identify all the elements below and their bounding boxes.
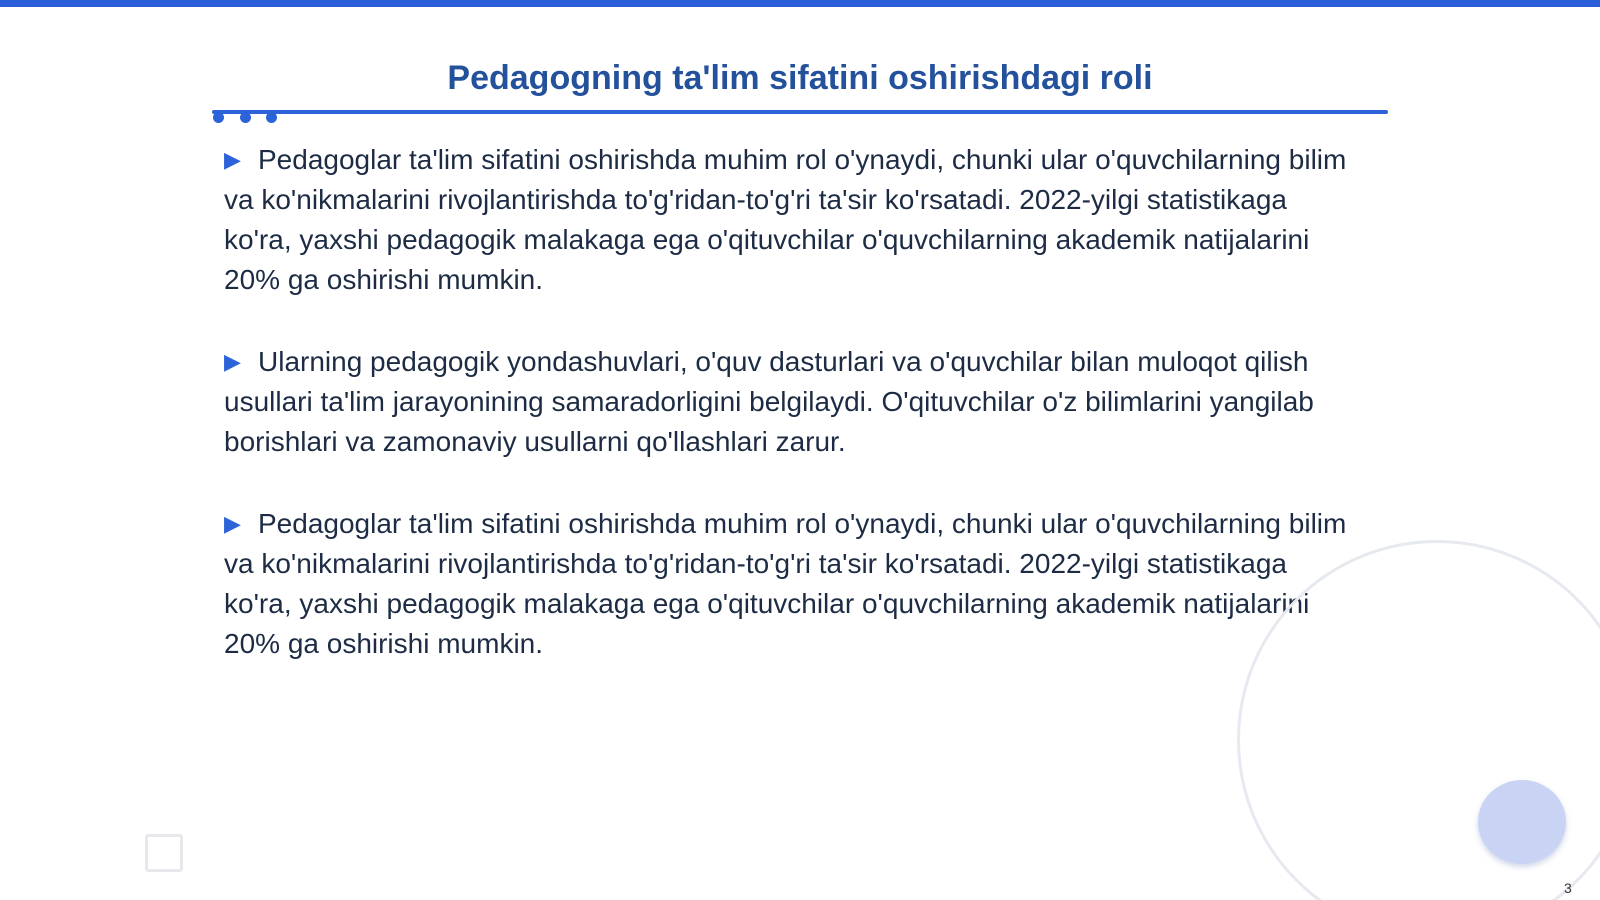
decorative-dot (266, 112, 277, 123)
slide-body (224, 140, 1354, 706)
bullet-paragraph (224, 342, 1354, 462)
paragraph-text: Ularning pedagogik yondashuvlari, o'quv dasturlari va o'quvchilar bilan muloqot qilish usullari ta'lim jarayonining samaradorligini belgilaydi. O'qituvchilar o'z bilimlarini yangilab borishlari va zamonaviy usullarni qo'llashlari zarur. (224, 346, 1314, 457)
paragraph-text: Pedagoglar ta'lim sifatini oshirishda muhim rol o'ynaydi, chunki ular o'quvchilarning bilim va ko'nikmalarini rivojlantirishda to'g'ridan-to'g'ri ta'sir ko'rsatadi. 2022-yilgi statistikaga ko'ra, yaxshi pedagogik malakaga ega o'qituvchilar o'quvchilarning akademik natijalarini 20% ga oshirishi mumkin. (224, 144, 1347, 295)
top-accent-bar (0, 0, 1600, 7)
decorative-circle (1478, 780, 1566, 864)
paragraph-text: Pedagoglar ta'lim sifatini oshirishda muhim rol o'ynaydi, chunki ular o'quvchilarning bilim va ko'nikmalarini rivojlantirishda to'g'ridan-to'g'ri ta'sir ko'rsatadi. 2022-yilgi statistikaga ko'ra, yaxshi pedagogik malakaga ega o'qituvchilar o'quvchilarning akademik natijalarini 20% ga oshirishi mumkin. (224, 508, 1347, 659)
bullet-arrow-icon: ▶ (224, 349, 241, 374)
bullet-paragraph (224, 504, 1354, 664)
slide-title: Pedagogning ta'lim sifatini oshirishdagi roli (447, 59, 1153, 97)
decorative-dot (213, 112, 224, 123)
title-underline (212, 110, 1388, 114)
bullet-arrow-icon: ▶ (224, 147, 241, 172)
bullet-paragraph (224, 140, 1354, 300)
page-number: 3 (1564, 880, 1572, 896)
decorative-dot (240, 112, 251, 123)
decorative-square (145, 834, 183, 872)
bullet-arrow-icon: ▶ (224, 511, 241, 536)
